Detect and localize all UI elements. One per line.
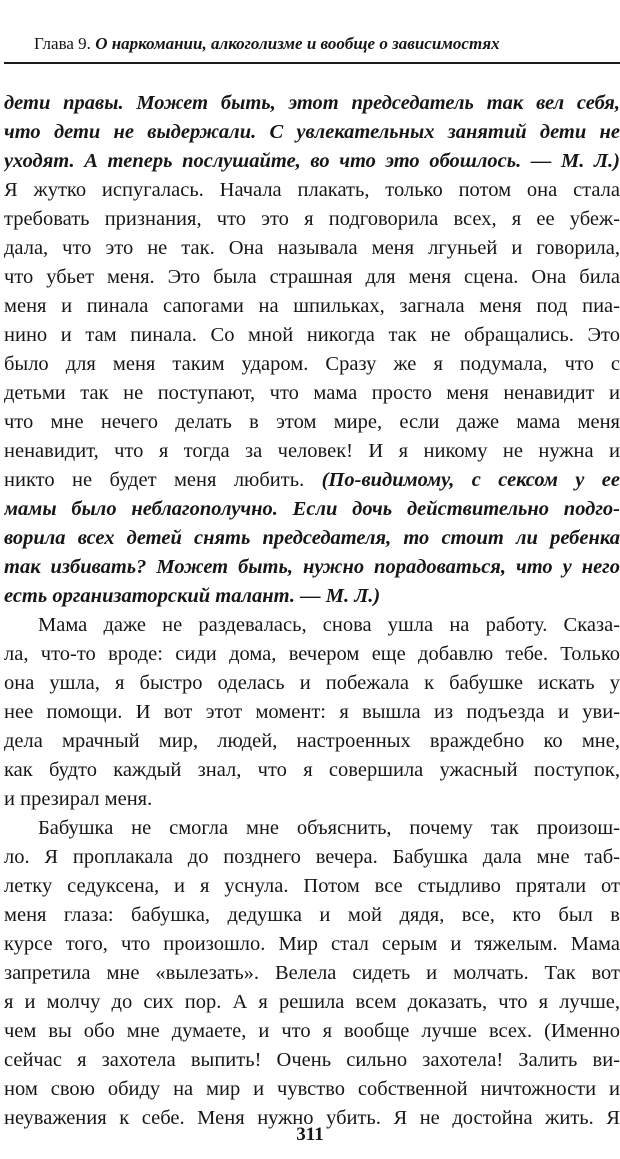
text-line: она ушла, я быстро оделась и побежала к бабушке искать у (4, 672, 620, 694)
text-line: я и молчу до сих пор. А я решила всем доказать, что я лучше, (4, 991, 620, 1013)
chapter-label: Глава 9. (34, 34, 91, 53)
text-line: ном свою обиду на мир и чувство собственной ничтожности и (4, 1078, 620, 1100)
text-line: и презирал меня. (4, 788, 153, 810)
text-line: было для меня таким ударом. Сразу же я подумала, что с (4, 353, 620, 375)
paragraph-first-line: Бабушка не смогла мне объяснить, почему так произош- (38, 817, 620, 839)
text-line: детьми так не поступают, что мама просто меня ненавидит и (4, 382, 620, 404)
text-line: меня и пинала сапогами на шпильках, загнала меня под пиа- (4, 295, 620, 317)
text-line: дела мрачный мир, людей, настроенных враждебно ко мне, (4, 730, 620, 752)
text-line: нее помощи. И вот этот момент: я вышла из подъезда и уви- (4, 701, 620, 723)
text-line: есть организаторский талант. — М. Л.) (4, 585, 381, 607)
text-line: ненавидит, что я тогда за человек! И я никому не нужна и (4, 440, 620, 462)
header-rule (4, 62, 620, 64)
text-line: что убьет меня. Это была страшная для меня сцена. Она била (4, 266, 620, 288)
text-line: что мне нечего делать в этом мире, если даже мама меня (4, 411, 620, 433)
text-line: ворила всех детей снять председателя, то стоит ли ребенка (4, 527, 620, 549)
text-line: запретила мне «вылезать». Велела сидеть и молчать. Так вот (4, 962, 620, 984)
text-line: мамы было неблагополучно. Если дочь действительно подго- (4, 498, 620, 520)
text-line: чем вы обо мне думаете, и что я вообще лучше всех. (Именно (4, 1020, 620, 1042)
text-line: дети правы. Может быть, этот председатель так вел себя, (4, 92, 620, 114)
text-line: сейчас я захотела выпить! Очень сильно захотела! Залить ви- (4, 1049, 620, 1071)
running-header (34, 33, 619, 55)
text-line: требовать признания, что это я подговорила всех, я ее убеж- (4, 208, 620, 230)
text-line: Я жутко испугалась. Начала плакать, только потом она стала (4, 179, 620, 201)
text-line: меня глаза: бабушка, дедушка и мой дядя, все, кто был в (4, 904, 620, 926)
chapter-title: О наркомании, алкоголизме и вообще о зависимостях (95, 34, 500, 53)
text-line: уходят. А теперь послушайте, во что это обошлось. — М. Л.) (4, 150, 620, 172)
page-number: 311 (296, 1124, 324, 1145)
text-line: дала, что это не так. Она называла меня лгуньей и говорила, (4, 237, 620, 259)
text-line: ла, что-то вроде: сиди дома, вечером еще добавлю тебе. Только (4, 643, 620, 665)
text-line: что дети не выдержали. С увлекательных занятий дети не (4, 121, 620, 143)
author-comment-italic: (По-видимому, с сексом у ее (321, 469, 620, 491)
text-line: неуважения к себе. Меня нужно убить. Я не достойна жить. Я (4, 1107, 620, 1129)
text-line-start: никто не будет меня любить. (4, 469, 322, 491)
text-line: летку седуксена, и я уснула. Потом все стыдливо прятали от (4, 875, 620, 897)
text-line: нино и там пинала. Со мной никогда так не обращались. Это (4, 324, 620, 346)
text-line: курсе того, что произошло. Мир стал серым и тяжелым. Мама (4, 933, 620, 955)
text-line: как будто каждый знал, что я совершила ужасный поступок, (4, 759, 620, 781)
text-line: так избивать? Может быть, нужно порадоваться, что у него (4, 556, 620, 578)
page-body (4, 89, 620, 1133)
paragraph-first-line: Мама даже не раздевалась, снова ушла на работу. Сказа- (38, 614, 620, 636)
text-line: ло. Я проплакала до позднего вечера. Бабушка дала мне таб- (4, 846, 620, 868)
text-line (4, 466, 620, 495)
